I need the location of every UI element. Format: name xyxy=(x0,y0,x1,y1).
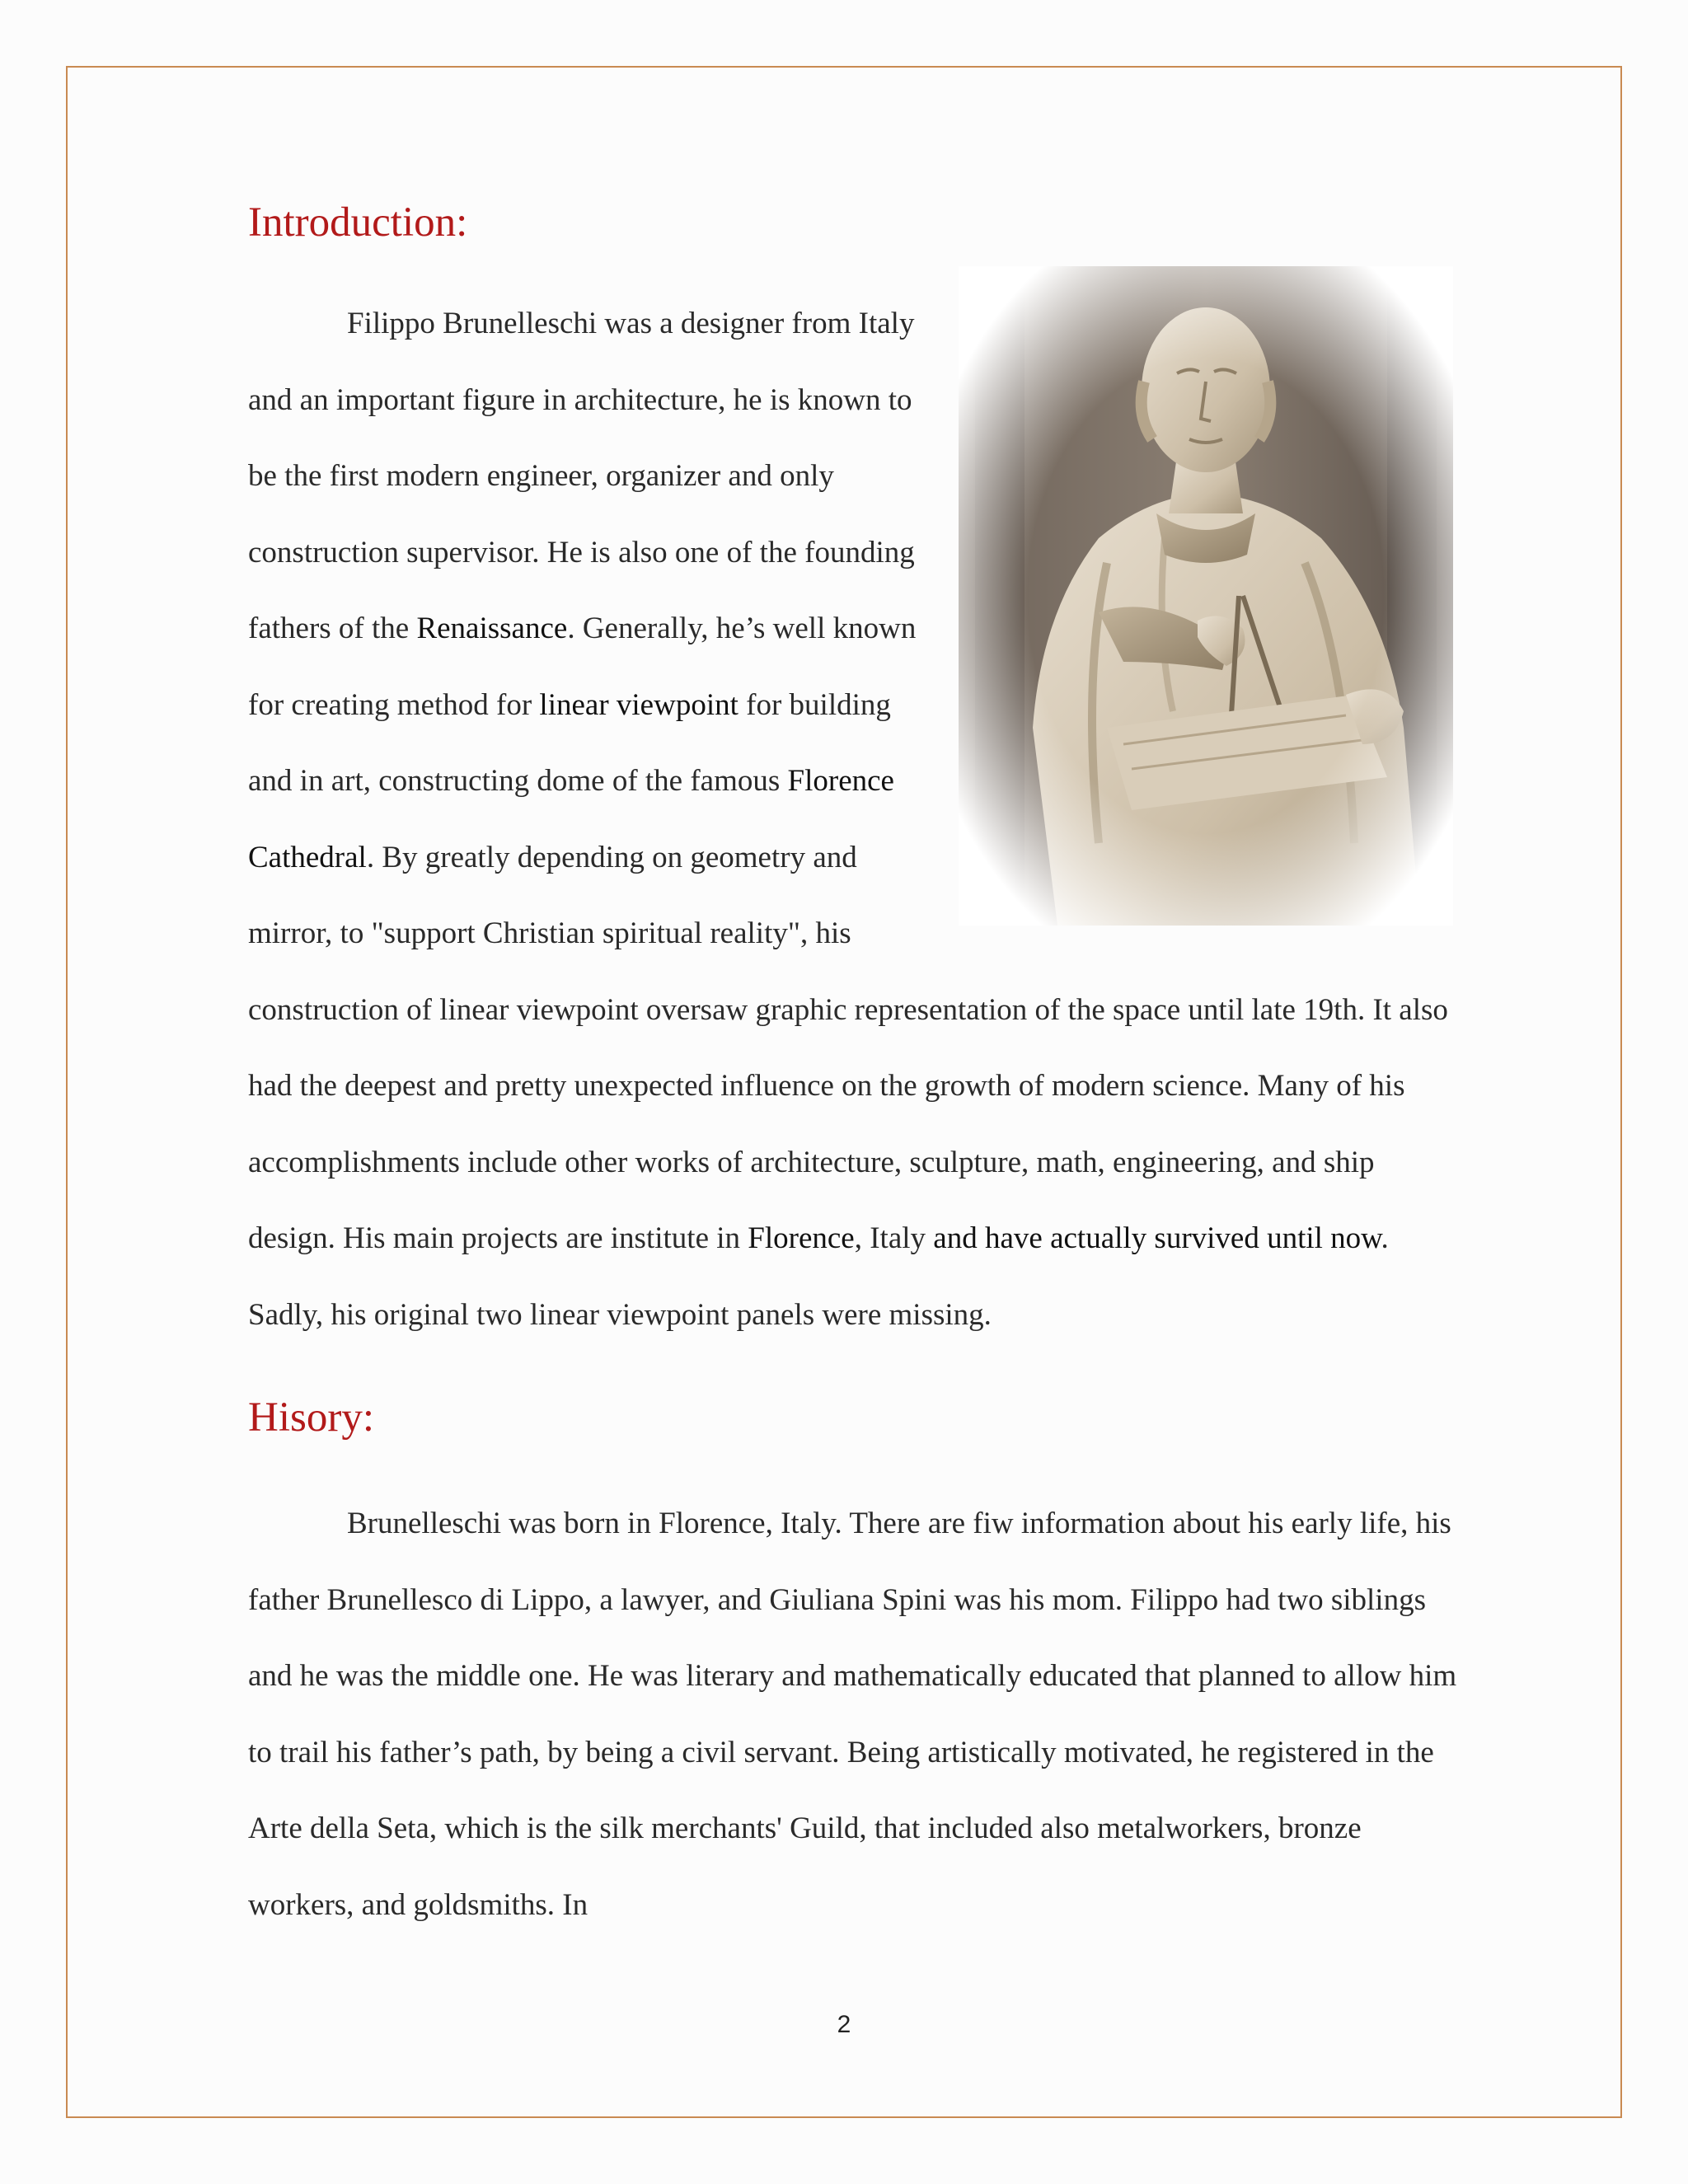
page-content xyxy=(248,190,1468,1943)
page-number: 2 xyxy=(837,2011,851,2038)
linked-term: Renaissance xyxy=(416,612,568,646)
linked-term: Florence xyxy=(748,1221,855,1256)
text-run: . Sadly, his original two linear viewpoint panels were missing. xyxy=(248,1221,1389,1332)
text-run: Filippo Brunelleschi was a designer from Italy and an important figure in architecture, he is known to be the first modern engineer, organizer and only construction supervisor. He is also one of the founding fathers of the xyxy=(248,307,915,646)
history-paragraph: Brunelleschi was born in Florence, Italy. There are fiw information about his early life, his father Brunellesco di Lippo, a lawyer, and Giuliana Spini was his mom. Filippo had two siblings and he was the middle one. He was literary and mathematically educated that planned to allow him to trail his father’s path, by being a civil servant. Being artistically motivated, he registered in the Arte della Seta, which is the silk merchants' Guild, that included also metalworkers, bronze workers, and goldsmiths. In xyxy=(248,1507,1457,1922)
text-run: . By greatly depending on geometry and mirror, to "support Christian spiritual reality", his construction of linear viewpoint oversaw graphic representation of the space until late 19th. It also had the deepest and pretty unexpected influence on the growth of modern science. Many of his accomplishments include other works of architecture, sculpture, math, engineering, and ship design. His main projects are institute in xyxy=(248,840,1448,1256)
statue-of-brunelleschi-image xyxy=(959,266,1453,926)
statue-figure xyxy=(959,266,1478,934)
text-run: for building and in art, constructing dome of the famous xyxy=(248,687,891,799)
history-heading: Hisory: xyxy=(248,1394,374,1441)
linked-term: and have actually survived until now xyxy=(933,1221,1381,1256)
linked-term: linear viewpoint xyxy=(539,687,738,722)
linked-term: Florence Cathedral xyxy=(248,764,894,874)
text-run: . Generally, he’s well known for creating method for xyxy=(248,612,917,722)
text-run: , Italy xyxy=(854,1221,934,1256)
introduction-heading: Introduction: xyxy=(248,199,468,246)
